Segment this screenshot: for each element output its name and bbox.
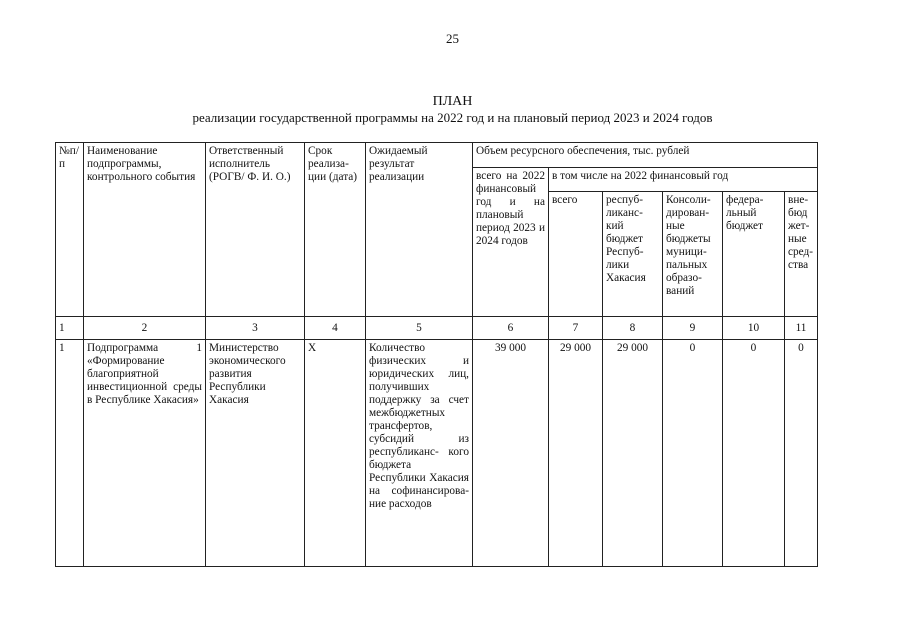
column-number: 2 (84, 317, 206, 340)
row-term: Х (305, 340, 366, 567)
header-funding-group: Объем ресурсного обеспечения, тыс. рублей (473, 143, 818, 168)
row-consolidated: 0 (663, 340, 723, 567)
header-col-2022-total: всего (549, 192, 603, 317)
column-number: 5 (366, 317, 473, 340)
row-no: 1 (56, 340, 84, 567)
row-total-2022: 29 000 (549, 340, 603, 567)
column-number: 7 (549, 317, 603, 340)
row-executor: Министерство экономического развития Республики Хакасия (206, 340, 305, 567)
header-col-consolidated: Консоли- дирован- ные бюджеты муници- пальных образо- ваний (663, 192, 723, 317)
row-republic-budget: 29 000 (603, 340, 663, 567)
row-name: Подпрограмма 1 «Формирование благоприятной инвестиционной среды в Республике Хакасия» (84, 340, 206, 567)
column-number-row (56, 317, 818, 340)
column-number: 9 (663, 317, 723, 340)
plan-table (55, 142, 818, 567)
header-col-result: Ожидаемый результат реализации (366, 143, 473, 317)
header-col-extrabudget: вне- бюд жет- ные сред- ства (785, 192, 818, 317)
header-2022-group: в том числе на 2022 финансовый год (549, 168, 818, 192)
header-col-federal: федера- льный бюджет (723, 192, 785, 317)
document-title: ПЛАН (432, 94, 473, 109)
column-number: 6 (473, 317, 549, 340)
row-federal: 0 (723, 340, 785, 567)
row-result: Количество физических и юридических лиц, получивших поддержку за счет межбюджетных трансфертов, субсидий из республиканс- кого бюджета Республики Хакасия на софинансирова- ние расходов (366, 340, 473, 567)
column-number: 11 (785, 317, 818, 340)
row-extrabudget: 0 (785, 340, 818, 567)
header-col-name: Наименование подпрограммы, контрольного события (84, 143, 206, 317)
column-number: 4 (305, 317, 366, 340)
header-row-1 (56, 143, 818, 168)
header-col-republic-budget: респуб- ликанс- кий бюджет Респуб- лики Хакасия (603, 192, 663, 317)
column-number: 8 (603, 317, 663, 340)
table-row (56, 340, 818, 567)
column-number: 1 (56, 317, 84, 340)
row-total: 39 000 (473, 340, 549, 567)
column-number: 10 (723, 317, 785, 340)
header-col-total: всего на 2022 финансовый год и на плановый период 2023 и 2024 годов (473, 168, 549, 317)
header-col-no: №п/ п (56, 143, 84, 317)
document-subtitle: реализации государственной программы на 2022 год и на плановый период 2023 и 2024 годов (192, 110, 713, 125)
header-col-term: Срок реализа- ции (дата) (305, 143, 366, 317)
column-number: 3 (206, 317, 305, 340)
page-number: 25 (446, 31, 459, 46)
header-col-executor: Ответственный исполнитель (РОГВ/ Ф. И. О.) (206, 143, 305, 317)
